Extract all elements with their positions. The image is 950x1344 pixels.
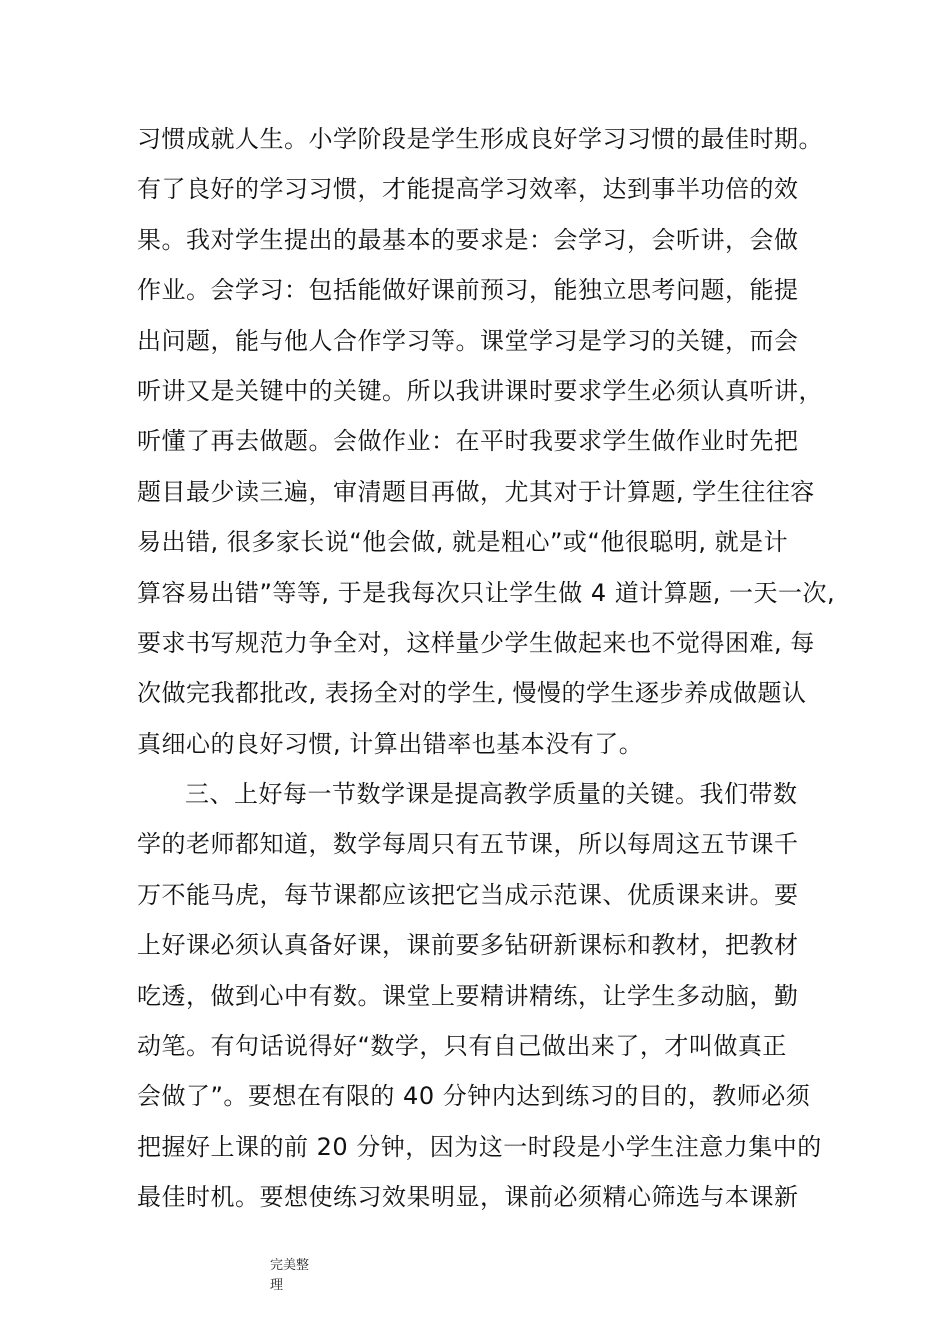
text-line: 万不能马虎，每节课都应该把它当成示范课、优质课来讲。要: [137, 880, 799, 909]
text-line: 作业。会学习：包括能做好课前预习，能独立思考问题，能提: [137, 276, 799, 305]
text-line: 会做了”。要想在有限的 40 分钟内达到练习的目的，教师必须: [137, 1082, 811, 1111]
text-line: 算容易出错”等等, 于是我每次只让学生做 4 道计算题, 一天一次,: [137, 578, 836, 607]
text-line: 真细心的良好习惯, 计算出错率也基本没有了。: [137, 729, 644, 758]
text-line: 上好课必须认真备好课，课前要多钻研新课标和教材，把教材: [137, 931, 799, 960]
text-line: 题目最少读三遍，审清题目再做，尤其对于计算题, 学生往往容: [137, 477, 815, 506]
text-line: 有了良好的学习习惯，才能提高学习效率，达到事半功倍的效: [137, 175, 799, 204]
text-line: 要求书写规范力争全对，这样量少学生做起来也不觉得困难, 每: [137, 628, 815, 657]
text-line: 学的老师都知道，数学每周只有五节课，所以每周这五节课千: [137, 830, 799, 859]
text-line: 吃透，做到心中有数。课堂上要精讲精练，让学生多动脑，勤: [137, 981, 799, 1010]
text-line: 听懂了再去做题。会做作业：在平时我要求学生做作业时先把: [137, 427, 799, 456]
text-line: 听讲又是关键中的关键。所以我讲课时要求学生必须认真听讲，: [137, 376, 823, 405]
text-line: 次做完我都批改, 表扬全对的学生, 慢慢的学生逐步养成做题认: [137, 679, 807, 708]
section-heading-line: 三、上好每一节数学课是提高教学质量的关键。我们带数: [185, 780, 798, 809]
body-text: [137, 114, 837, 1223]
text-line: 动笔。有句话说得好“数学，只有自己做出来了，才叫做真正: [137, 1032, 787, 1061]
text-line: 最佳时机。要想使练习效果明显，课前必须精心筛选与本课新: [137, 1183, 799, 1212]
footer-line: 理: [270, 1278, 284, 1293]
text-line: 易出错, 很多家长说“他会做, 就是粗心”或“他很聪明, 就是计: [137, 528, 789, 557]
page-footer: [270, 1256, 330, 1296]
text-line: 出问题，能与他人合作学习等。课堂学习是学习的关键，而会: [137, 326, 799, 355]
footer-line: 完美整: [270, 1258, 310, 1273]
text-line: 习惯成就人生。小学阶段是学生形成良好学习习惯的最佳时期。: [137, 125, 823, 153]
text-line: 果。我对学生提出的最基本的要求是：会学习，会听讲，会做: [137, 225, 799, 254]
text-line: 把握好上课的前 20 分钟，因为这一时段是小学生注意力集中的: [137, 1132, 822, 1161]
